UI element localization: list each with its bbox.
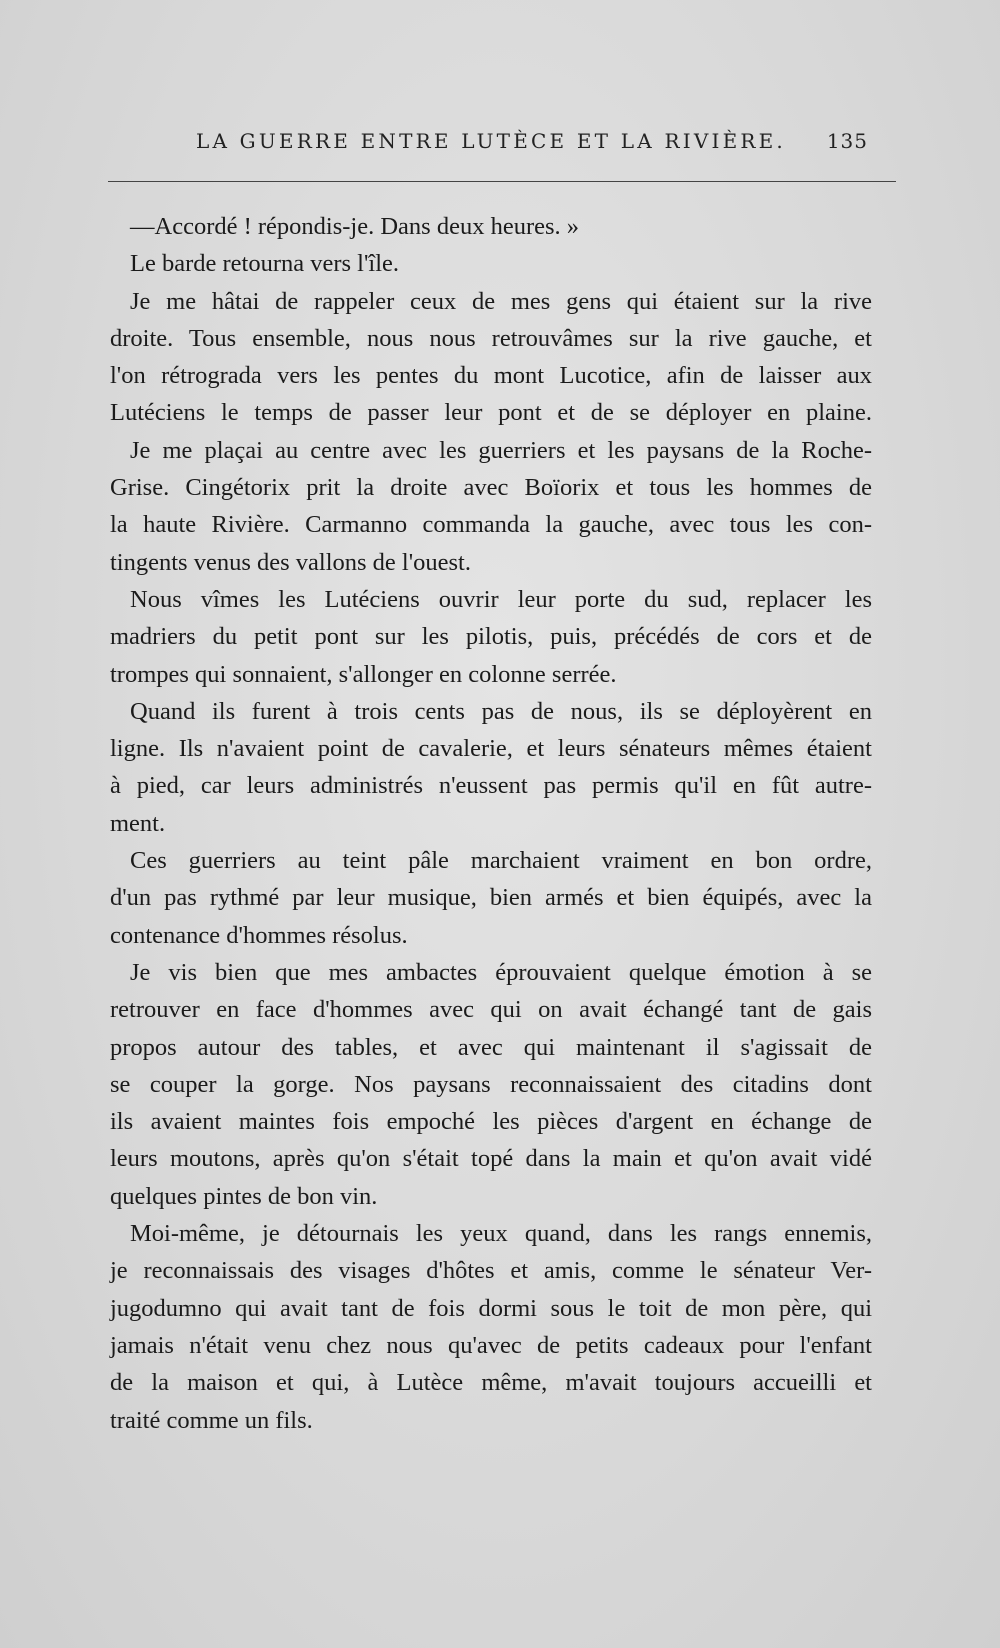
text-line: madriers du petit pont sur les pilotis, puis, précédés de cors et de — [110, 623, 872, 651]
paragraph — [110, 283, 872, 432]
text-line: se couper la gorge. Nos paysans reconnaissaient des citadins dont — [110, 1070, 872, 1098]
text-line: à pied, car leurs administrés n'eussent pas permis qu'il en fût autre- — [110, 772, 872, 800]
paragraph — [110, 245, 872, 282]
text-line: traité comme un fils. — [110, 1406, 313, 1434]
page-number: 135 — [826, 129, 868, 153]
text-line: jugodumno qui avait tant de fois dormi sous le toit de mon père, qui — [110, 1294, 872, 1322]
text-line: je reconnaissais des visages d'hôtes et amis, comme le sénateur Ver- — [110, 1257, 872, 1285]
paragraph — [110, 1215, 872, 1439]
text-line: tingents venus des vallons de l'ouest. — [110, 548, 471, 576]
text-line: Ces guerriers au teint pâle marchaient vraiment en bon ordre, — [130, 847, 872, 875]
text-line: quelques pintes de bon vin. — [110, 1182, 378, 1210]
text-line: propos autour des tables, et avec qui maintenant il s'agissait de — [110, 1033, 872, 1061]
paragraph — [110, 954, 872, 1215]
text-line: jamais n'était venu chez nous qu'avec de petits cadeaux pour l'enfant — [110, 1331, 872, 1359]
text-line: —Accordé ! répondis-je. Dans deux heures. » — [130, 213, 580, 240]
paragraph — [110, 693, 872, 842]
text-line: Lutéciens le temps de passer leur pont et de se déployer en plaine. — [110, 399, 872, 427]
paragraph — [110, 581, 872, 693]
paragraph — [110, 208, 872, 245]
text-line: Moi-même, je détournais les yeux quand, dans les rangs ennemis, — [130, 1220, 872, 1248]
text-line: de la maison et qui, à Lutèce même, m'avait toujours accueilli et — [110, 1369, 872, 1397]
text-line: contenance d'hommes résolus. — [110, 921, 408, 949]
text-line: leurs moutons, après qu'on s'était topé dans la main et qu'on avait vidé — [110, 1145, 872, 1173]
text-line: Je me plaçai au centre avec les guerriers et les paysans de la Roche- — [130, 436, 872, 464]
text-line: ment. — [110, 809, 166, 837]
paragraph — [110, 432, 872, 581]
text-line: Je me hâtai de rappeler ceux de mes gens qui étaient sur la rive — [130, 287, 872, 315]
text-line: Quand ils furent à trois cents pas de nous, ils se déployèrent en — [130, 697, 872, 725]
text-line: ligne. Ils n'avaient point de cavalerie, et leurs sénateurs mêmes étaient — [110, 735, 872, 763]
running-head — [108, 127, 868, 161]
body-text — [110, 208, 872, 1439]
text-line: droite. Tous ensemble, nous nous retrouvâmes sur la rive gauche, et — [110, 324, 872, 352]
text-line: Nous vîmes les Lutéciens ouvrir leur porte du sud, replacer les — [130, 585, 872, 613]
text-line: Je vis bien que mes ambactes éprouvaient quelque émotion à se — [130, 958, 872, 986]
running-title: LA GUERRE ENTRE LUTÈCE ET LA RIVIÈRE. — [196, 129, 786, 153]
text-line: Grise. Cingétorix prit la droite avec Boïorix et tous les hommes de — [110, 474, 872, 502]
text-line: l'on rétrograda vers les pentes du mont Lucotice, afin de laisser aux — [110, 362, 872, 390]
text-line: retrouver en face d'hommes avec qui on avait échangé tant de gais — [110, 996, 872, 1024]
text-line: ils avaient maintes fois empoché les pièces d'argent en échange de — [110, 1108, 872, 1136]
text-line: Le barde retourna vers l'île. — [130, 250, 400, 278]
paragraph — [110, 842, 872, 954]
text-line: d'un pas rythmé par leur musique, bien armés et bien équipés, avec la — [110, 884, 872, 912]
text-line: la haute Rivière. Carmanno commanda la gauche, avec tous les con- — [110, 511, 872, 539]
text-line: trompes qui sonnaient, s'allonger en colonne serrée. — [110, 660, 617, 688]
header-rule — [108, 181, 896, 182]
